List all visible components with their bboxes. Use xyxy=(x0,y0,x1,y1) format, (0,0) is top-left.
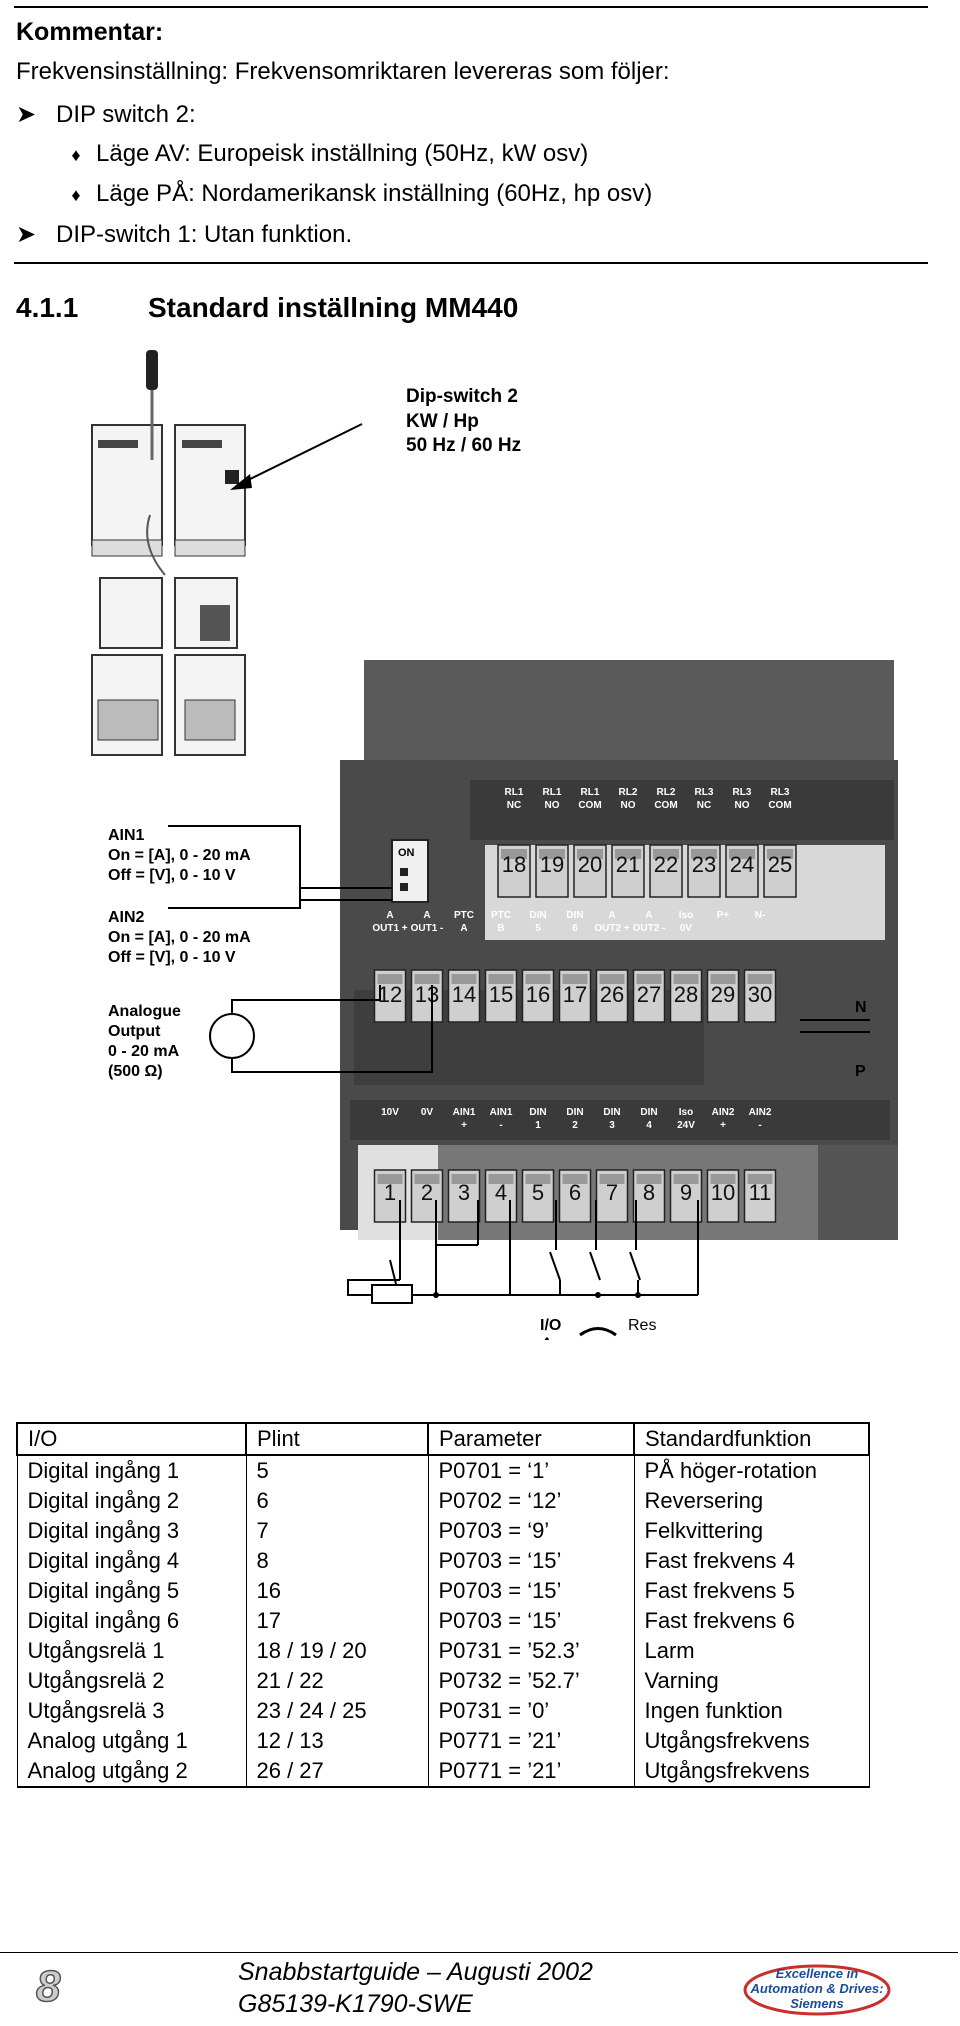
mid-terminal-label-bottom: OUT1 - xyxy=(410,923,444,934)
cell-parameter: P0703 = ‘15’ xyxy=(428,1546,634,1576)
mid-terminal-number: 27 xyxy=(636,982,662,1007)
mid-terminal-label-top: N- xyxy=(754,910,766,921)
bullet-dip1 xyxy=(16,220,352,249)
cell-parameter: P0703 = ‘9’ xyxy=(428,1516,634,1546)
relay-terminal-number: 21 xyxy=(615,852,641,877)
cell-io: Digital ingång 1 xyxy=(17,1455,246,1486)
bottom-terminal-label-top: AIN1 xyxy=(452,1107,476,1118)
relay-terminal-label-bottom: COM xyxy=(654,800,678,811)
relay-terminal-number: 20 xyxy=(577,852,603,877)
mid-terminal-number: 29 xyxy=(710,982,736,1007)
table-row xyxy=(17,1546,869,1576)
relay-terminal-label-bottom: NO xyxy=(544,800,560,811)
mid-terminal-label-top: A xyxy=(645,910,653,921)
bottom-terminal-number: 1 xyxy=(383,1180,397,1205)
bottom-terminal-label-top: 10V xyxy=(381,1107,399,1118)
switch-din3 xyxy=(630,1252,640,1280)
relay-terminal-number: 22 xyxy=(653,852,679,877)
cell-io: Analog utgång 2 xyxy=(17,1756,246,1787)
top-rule xyxy=(14,6,928,8)
footer-line-2: G85139-K1790-SWE xyxy=(238,1990,473,2018)
terminal-diagram xyxy=(0,340,960,1340)
cell-parameter: P0703 = ‘15’ xyxy=(428,1576,634,1606)
cell-plint: 23 / 24 / 25 xyxy=(246,1696,428,1726)
relay-terminal-label-top: RL3 xyxy=(732,787,752,798)
mid-terminal-label-bottom: 0V xyxy=(679,923,693,934)
cell-function: Felkvittering xyxy=(634,1516,869,1546)
dip-on-label: ON xyxy=(398,847,415,859)
mid-terminal-label-bottom: OUT2 - xyxy=(632,923,666,934)
terminal-block xyxy=(340,660,898,1240)
cell-plint: 21 / 22 xyxy=(246,1666,428,1696)
mid-terminal-label-top: DIN xyxy=(566,910,584,921)
bottom-terminal-label-top: AIN1 xyxy=(489,1107,513,1118)
p-label: P xyxy=(855,1063,866,1080)
bottom-terminal-number: 4 xyxy=(494,1180,508,1205)
mid-terminal-label-top: PTC xyxy=(491,910,511,921)
relay-terminal-label-top: RL2 xyxy=(618,787,638,798)
bullet-dip1-text: DIP-switch 1: Utan funktion. xyxy=(56,221,353,248)
bottom-terminal-label-top: DIN xyxy=(603,1107,621,1118)
mid-terminal-label-top: Iso xyxy=(678,910,694,921)
bottom-terminal-label-bottom: 24V xyxy=(677,1120,695,1131)
io-label: I/O xyxy=(540,1317,562,1334)
page-number: 8 xyxy=(36,1962,61,2011)
switch-din2 xyxy=(590,1252,600,1280)
switch-din1 xyxy=(550,1252,560,1280)
cell-parameter: P0771 = ’21’ xyxy=(428,1726,634,1756)
cell-function: Utgångsfrekvens xyxy=(634,1726,869,1756)
block-top-cover xyxy=(364,660,894,760)
table-row xyxy=(17,1606,869,1636)
bottom-terminal-number: 8 xyxy=(642,1180,656,1205)
bottom-terminal-label-bottom: - xyxy=(499,1120,503,1131)
siemens-logo xyxy=(742,1960,892,2018)
bottom-terminal-label-bottom: - xyxy=(758,1120,762,1131)
mid-terminal-label-top: A xyxy=(423,910,431,921)
table-row xyxy=(17,1486,869,1516)
header-function: Standardfunktion xyxy=(634,1423,869,1455)
relay-terminal-label-bottom: NC xyxy=(696,800,712,811)
relay-terminal-label-bottom: NO xyxy=(620,800,636,811)
mid-terminal-label-top: A xyxy=(608,910,616,921)
io-table xyxy=(16,1422,870,1788)
cell-parameter: P0702 = ‘12’ xyxy=(428,1486,634,1516)
mid-terminal-number: 12 xyxy=(377,982,403,1007)
table-row xyxy=(17,1516,869,1546)
relay-terminal-number: 18 xyxy=(501,852,527,877)
bullet-dip2 xyxy=(16,100,196,129)
cell-io: Digital ingång 5 xyxy=(17,1576,246,1606)
mid-terminal-number: 17 xyxy=(562,982,588,1007)
cell-parameter: P0701 = ‘1’ xyxy=(428,1455,634,1486)
mid-terminal-number: 30 xyxy=(747,982,773,1007)
cell-plint: 17 xyxy=(246,1606,428,1636)
bottom-terminal-label-bottom: + xyxy=(461,1120,467,1131)
ain2-line-1: AIN2 xyxy=(108,909,145,926)
rotation-left-icon xyxy=(541,1338,548,1340)
mid-terminal-label-top: P+ xyxy=(716,910,730,921)
analogue-line-1: Analogue xyxy=(108,1003,181,1020)
cell-plint: 26 / 27 xyxy=(246,1756,428,1787)
analogue-line-3: 0 - 20 mA xyxy=(108,1043,180,1060)
mid-terminal-label-top: DIN xyxy=(529,910,547,921)
bottom-terminal-label-bottom: + xyxy=(720,1120,726,1131)
cell-function: Fast frekvens 6 xyxy=(634,1606,869,1636)
cell-function: Reversering xyxy=(634,1486,869,1516)
relay-terminal-label-top: RL2 xyxy=(656,787,676,798)
logo-line-2: Automation & Drives: xyxy=(750,1981,884,1996)
cell-function: Fast frekvens 4 xyxy=(634,1546,869,1576)
sub-bullet-off-text: Läge AV: Europeisk inställning (50Hz, kW osv) xyxy=(96,140,589,167)
inverter-sketch xyxy=(92,350,245,755)
bottom-terminal-label-top: 0V xyxy=(420,1107,434,1118)
cell-function: Ingen funktion xyxy=(634,1696,869,1726)
analogue-line-4: (500 Ω) xyxy=(108,1063,163,1080)
mid-terminal-label-bottom: 5 xyxy=(535,923,541,934)
relay-terminal-number: 24 xyxy=(729,852,755,877)
analogue-output-label xyxy=(108,1003,181,1080)
relay-terminal-label-top: RL3 xyxy=(694,787,714,798)
cell-plint: 6 xyxy=(246,1486,428,1516)
relay-terminal-label-bottom: NC xyxy=(506,800,522,811)
relay-terminal-label-bottom: NO xyxy=(734,800,750,811)
table-row xyxy=(17,1455,869,1486)
bottom-terminal-number: 10 xyxy=(710,1180,736,1205)
header-plint: Plint xyxy=(246,1423,428,1455)
arrow-bullet-icon: ➤ xyxy=(16,221,37,248)
header-io: I/O xyxy=(17,1423,246,1455)
cell-parameter: P0732 = ’52.7’ xyxy=(428,1666,634,1696)
cell-plint: 7 xyxy=(246,1516,428,1546)
bottom-terminal-label-bottom: 2 xyxy=(572,1120,578,1131)
ain2-label xyxy=(108,909,251,966)
cell-function: Utgångsfrekvens xyxy=(634,1756,869,1787)
bottom-terminal-number: 2 xyxy=(420,1180,434,1205)
rotation-right-icon xyxy=(580,1329,616,1336)
relay-terminal-label-bottom: COM xyxy=(768,800,792,811)
header-parameter: Parameter xyxy=(428,1423,634,1455)
mid-terminal-number: 16 xyxy=(525,982,551,1007)
cell-io: Digital ingång 4 xyxy=(17,1546,246,1576)
mid-terminal-number: 13 xyxy=(414,982,440,1007)
sub-bullet-on-text: Läge PÅ: Nordamerikansk inställning (60Hz, hp osv) xyxy=(96,180,653,207)
bottom-terminal-label-top: DIN xyxy=(566,1107,584,1118)
table-row xyxy=(17,1696,869,1726)
mid-terminal-number: 15 xyxy=(488,982,514,1007)
cell-parameter: P0771 = ’21’ xyxy=(428,1756,634,1787)
cell-io: Digital ingång 3 xyxy=(17,1516,246,1546)
ain2-line-2: On = [A], 0 - 20 mA xyxy=(108,929,251,946)
ain1-line-1: AIN1 xyxy=(108,827,145,844)
mid-terminal-number: 28 xyxy=(673,982,699,1007)
dip-label-3: 50 Hz / 60 Hz xyxy=(406,435,522,456)
bottom-terminal-number: 3 xyxy=(457,1180,471,1205)
cell-io: Utgångsrelä 3 xyxy=(17,1696,246,1726)
mid-terminal-label-top: PTC xyxy=(454,910,474,921)
cell-plint: 12 / 13 xyxy=(246,1726,428,1756)
ain1-line-3: Off = [V], 0 - 10 V xyxy=(108,867,236,884)
mid-terminal-number: 26 xyxy=(599,982,625,1007)
bottom-terminal-number: 5 xyxy=(531,1180,545,1205)
cell-io: Digital ingång 2 xyxy=(17,1486,246,1516)
mid-terminal-number: 14 xyxy=(451,982,477,1007)
bottom-terminal-label-top: AIN2 xyxy=(748,1107,772,1118)
table-row xyxy=(17,1576,869,1606)
comment-title: Kommentar: xyxy=(16,18,164,46)
cell-function: PÅ höger-rotation xyxy=(634,1455,869,1486)
table-row xyxy=(17,1726,869,1756)
pointer-line xyxy=(236,424,362,486)
bottom-terminal-number: 9 xyxy=(679,1180,693,1205)
comment-intro: Frekvensinställning: Frekvensomriktaren levereras som följer: xyxy=(16,58,670,85)
potentiometer xyxy=(372,1285,412,1303)
table-row xyxy=(17,1756,869,1787)
logo-line-3: Siemens xyxy=(790,1996,844,2011)
mid-terminal-label-bottom: 6 xyxy=(572,923,578,934)
cell-plint: 8 xyxy=(246,1546,428,1576)
logo-line-1: Excellence in xyxy=(775,1966,859,1981)
mid-terminal-label-bottom: OUT1 + xyxy=(372,923,408,934)
ain1-line-2: On = [A], 0 - 20 mA xyxy=(108,847,251,864)
relay-terminal-label-top: RL3 xyxy=(770,787,790,798)
relay-terminal-label-bottom: COM xyxy=(578,800,602,811)
table-row xyxy=(17,1636,869,1666)
bottom-terminal-label-top: DIN xyxy=(640,1107,658,1118)
bottom-terminal-label-top: Iso xyxy=(678,1107,694,1118)
bottom-terminal-label-bottom: 3 xyxy=(609,1120,615,1131)
n-label: N xyxy=(855,999,867,1016)
relay-terminal-label-top: RL1 xyxy=(580,787,600,798)
footer-line-1: Snabbstartguide – Augusti 2002 xyxy=(238,1958,593,1986)
relay-terminal-number: 25 xyxy=(767,852,793,877)
dip-label-1: Dip-switch 2 xyxy=(406,386,518,407)
bottom-terminal-number: 6 xyxy=(568,1180,582,1205)
relay-terminal-label-top: RL1 xyxy=(542,787,562,798)
mid-terminal-label-bottom: A xyxy=(460,923,468,934)
ain1-label xyxy=(108,827,251,884)
bottom-terminal-label-top: DIN xyxy=(529,1107,547,1118)
footer-rule xyxy=(0,1952,958,1953)
relay-terminal-label-top: RL1 xyxy=(504,787,524,798)
relay-terminal-number: 23 xyxy=(691,852,717,877)
section-title: Standard inställning MM440 xyxy=(148,292,519,323)
section-number: 4.1.1 xyxy=(16,292,79,323)
cell-io: Digital ingång 6 xyxy=(17,1606,246,1636)
table-header-row xyxy=(17,1423,869,1455)
cell-parameter: P0731 = ’0’ xyxy=(428,1696,634,1726)
cell-function: Fast frekvens 5 xyxy=(634,1576,869,1606)
bullet-dip2-text: DIP switch 2: xyxy=(56,101,196,128)
cell-plint: 18 / 19 / 20 xyxy=(246,1636,428,1666)
table-row xyxy=(17,1666,869,1696)
bottom-terminal-label-bottom: 4 xyxy=(646,1120,652,1131)
cell-plint: 5 xyxy=(246,1455,428,1486)
bottom-terminal-number: 7 xyxy=(605,1180,619,1205)
arrow-bullet-icon: ➤ xyxy=(16,101,37,128)
dip-label-2: KW / Hp xyxy=(406,411,479,432)
cell-function: Larm xyxy=(634,1636,869,1666)
sub-bullet-off xyxy=(56,140,588,168)
diamond-bullet-icon: ♦ xyxy=(71,185,81,205)
mid-terminal-label-bottom: B xyxy=(497,923,505,934)
ammeter-circle xyxy=(210,1014,254,1058)
bottom-terminal-label-bottom: 1 xyxy=(535,1120,541,1131)
mid-terminal-label-bottom: OUT2 + xyxy=(594,923,630,934)
cell-plint: 16 xyxy=(246,1576,428,1606)
bottom-terminal-label-top: AIN2 xyxy=(711,1107,735,1118)
comment-bottom-rule xyxy=(14,262,928,264)
cell-function: Varning xyxy=(634,1666,869,1696)
diamond-bullet-icon: ♦ xyxy=(71,145,81,165)
ain2-line-3: Off = [V], 0 - 10 V xyxy=(108,949,236,966)
cell-parameter: P0703 = ‘15’ xyxy=(428,1606,634,1636)
cell-io: Utgångsrelä 1 xyxy=(17,1636,246,1666)
relay-terminal-number: 19 xyxy=(539,852,565,877)
sub-bullet-on xyxy=(56,180,652,208)
cell-io: Utgångsrelä 2 xyxy=(17,1666,246,1696)
cell-io: Analog utgång 1 xyxy=(17,1726,246,1756)
mid-terminal-label-top: A xyxy=(386,910,394,921)
cell-parameter: P0731 = ’52.3’ xyxy=(428,1636,634,1666)
analogue-line-2: Output xyxy=(108,1023,161,1040)
res-label: Res xyxy=(628,1317,657,1334)
bottom-terminal-number: 11 xyxy=(748,1180,772,1205)
